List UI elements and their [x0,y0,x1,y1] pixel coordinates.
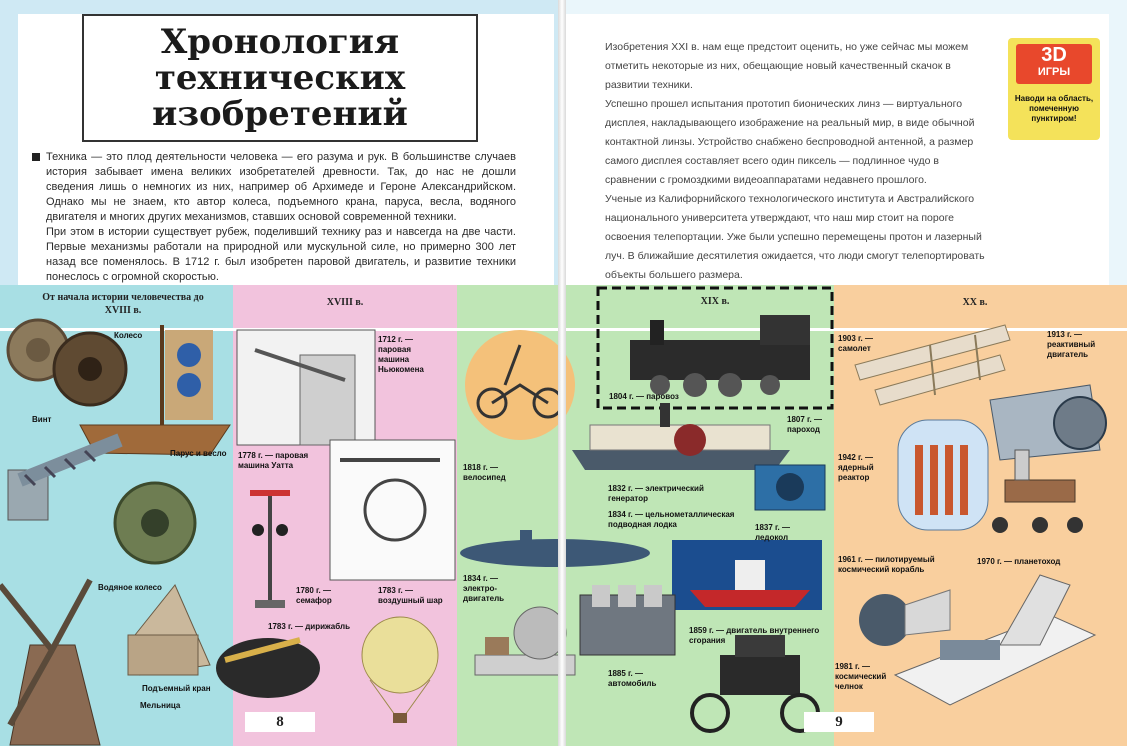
intro-paragraph-2: При этом в истории существует рубеж, поделивший технику раз и навсегда на две части. Первые механизмы работали на природной или мускульной силе, но примерно 300 лет назад все поменялось. В 1712 г. был изобретен паровой двигатель, и развитие техники понеслось с огромной скоростью. [46,226,516,283]
right-paragraph-3: Ученые из Калифорнийского технологического института и Австралийского национального университета утверждают, что наш мир стоит на пороге освоения телепортации. Уже были успешно перемещены протон и лазерный луч. В ближайшие десятилетия ожидается, что люди смогут телепортировать объекты большего размера. [605,193,985,281]
title-line-1: Хронология [160,22,400,62]
intro-text [46,150,516,285]
airship-illustration [216,638,320,698]
label-reactor: 1942 г. — ядерный реактор [838,453,874,482]
book-spine [558,0,566,746]
label-jet-engine: 1913 г. — реактивный двигатель [1047,330,1096,359]
label-steamship: 1807 г. — пароход [787,415,822,434]
label-sail: Парус и весло [170,449,227,458]
label-screw: Винт [32,415,52,424]
space-shuttle-illustration [895,575,1095,705]
hot-air-balloon-illustration [362,617,438,723]
label-automobile: 1885 г. — автомобиль [608,669,657,688]
submarine-illustration [460,530,650,567]
badge-instruction: Наводи на область, помеченную пунктиром! [1014,94,1094,123]
label-spacecraft: 1961 г. — пилотируемый космический корабль [838,555,935,574]
label-bicycle: 1818 г. — велосипед [463,463,506,482]
locomotive-illustration [630,315,810,397]
label-locomotive: 1804 г. — паровоз [609,392,679,401]
label-mill: Мельница [140,701,181,710]
watt-engine-illustration [330,440,455,580]
label-airship: 1783 г. — дирижабль [268,622,350,631]
label-shuttle: 1981 г. — космический челнок [835,662,887,691]
right-paragraph-1: Изобретения XXI в. нам еще предстоит оценить, но уже сейчас мы можем отметить некоторые из них, обещающие новый качественный скачок в развитии техники. [605,41,969,91]
steamship-illustration [572,403,790,470]
label-crane: Подъемный кран [142,684,211,693]
section-header-20th: XX в. [962,297,988,308]
right-paragraph-2: Успешно прошел испытания прототип бионических линз — виртуального дисплея, накладывающего изображение на реальный мир, в виде обычной контактной линзы. Устройство снабжено беспроводной антенной, а размер самого дисплея составляет всего один пиксель — подлинное чудо в сравнении с громоздкими видеоаппаратами недавнего прошлого. [605,98,975,186]
label-icebreaker: 1837 г. — ледокол [755,523,790,542]
3d-logo [1016,44,1092,84]
page-number-left: 8 [245,712,315,732]
section-header-19th: XIX в. [700,296,730,307]
vostok-spacecraft-illustration [859,590,950,646]
automobile-illustration [692,635,818,731]
label-rover: 1970 г. — планетоход [977,557,1061,566]
title-line-2: технических [154,58,406,98]
combustion-engine-illustration [580,585,675,655]
page-number-right: 9 [804,712,874,732]
right-intro-text [605,38,990,285]
label-generator: 1832 г. — электрический генератор [608,484,704,503]
wheel-illustration [8,320,126,405]
water-wheel-illustration [115,483,195,563]
nuclear-reactor-illustration [898,420,988,530]
planetary-rover-illustration [992,450,1083,533]
newcomen-engine-illustration [237,330,375,445]
label-semaphore: 1780 г. — семафор [296,586,332,605]
section-header-18th: XVIII в. [326,297,364,308]
icebreaker-illustration [672,540,822,610]
section-header-ancient: От начала истории человечества до XVIII в. [42,292,204,316]
label-waterwheel: Водяное колесо [98,583,162,592]
generator-illustration [755,465,825,510]
crane-illustration [128,585,210,675]
label-watt: 1778 г. — паровая машина Уатта [238,451,309,470]
label-airplane: 1903 г. — самолет [838,334,873,353]
semaphore-illustration [250,490,290,608]
windmill-illustration [0,580,100,745]
label-combustion-engine: 1859 г. — двигатель внутреннего сгорания [689,626,820,645]
label-newcomen: 1712 г. — паровая машина Ньюкомена [378,335,424,374]
title-line-3: изобретений [152,94,408,134]
label-wheel: Колесо [114,331,143,340]
label-balloon: 1783 г. — воздушный шар [378,586,443,605]
archimedes-screw-illustration [8,440,120,520]
label-submarine: 1834 г. — цельнометаллическая подводная лодка [608,510,735,529]
jet-engine-illustration [990,385,1106,460]
label-electric-motor: 1834 г. — электро-двигатель [463,574,505,603]
page-title [82,14,478,142]
bullet-square-icon [32,153,40,161]
badge-3d-label: 3D [1041,44,1067,66]
badge-games-label: ИГРЫ [1037,66,1071,78]
intro-paragraph-1: Техника — это плод деятельности человека — его разума и рук. В большинстве случаев история забывает имена великих изобретателей древности. Так, до нас не дошли сведения лишь о немногих из них, например об Архимеде и Героне Александрийском. Однако мы не знаем, кто автор колеса, подъемного крана, паруса, весла, водяного двигателя и многих других механизмов, ставших основой современной техники. [46,151,516,223]
